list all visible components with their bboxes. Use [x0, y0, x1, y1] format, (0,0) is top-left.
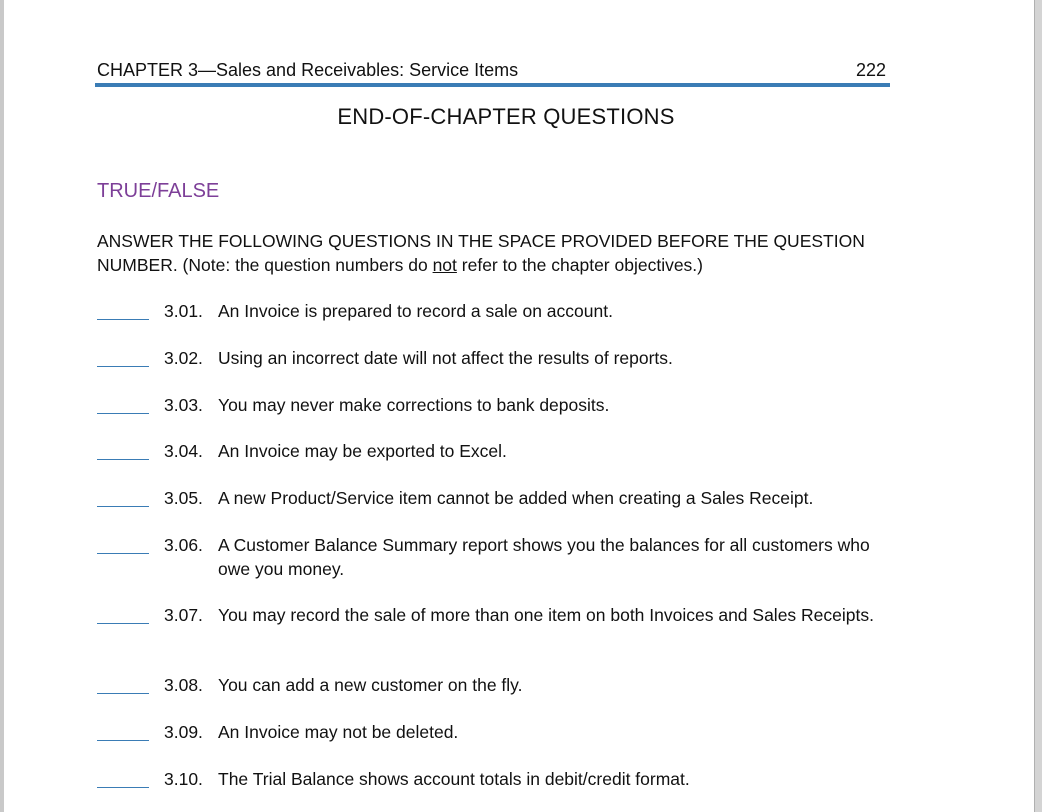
page-number: 222: [855, 60, 886, 80]
answer-blank[interactable]: [97, 319, 149, 320]
answer-blank[interactable]: [97, 740, 149, 741]
answer-blank[interactable]: [97, 553, 149, 554]
section-heading: TRUE/FALSE: [97, 180, 220, 202]
answer-blank[interactable]: [97, 623, 149, 624]
answer-blank[interactable]: [97, 693, 149, 694]
answer-blank[interactable]: [97, 413, 149, 414]
instructions-text: ANSWER THE FOLLOWING QUESTIONS IN THE SPACE PROVIDED BEFORE THE QUESTION NUMBER. (Note: the question numbers do: [97, 231, 865, 275]
question-text: A new Product/Service item cannot be added when creating a Sales Receipt.: [218, 488, 814, 508]
header-rule: [95, 83, 890, 87]
question-number: 3.09.: [164, 722, 203, 742]
question-text: A Customer Balance Summary report shows you the balances for all customers who owe you money.: [218, 535, 870, 579]
question-number: 3.01.: [164, 301, 203, 321]
question-text: An Invoice may not be deleted.: [218, 722, 459, 742]
answer-blank[interactable]: [97, 787, 149, 788]
question-number: 3.02.: [164, 348, 203, 368]
running-header: [97, 60, 890, 82]
chapter-title: CHAPTER 3—Sales and Receivables: Service Items: [97, 60, 519, 80]
question-text: An Invoice may be exported to Excel.: [218, 441, 507, 461]
instructions: [97, 229, 897, 277]
question-text: You may never make corrections to bank deposits.: [218, 395, 610, 415]
question-number: 3.03.: [164, 395, 203, 415]
instructions-text-end: refer to the chapter objectives.): [456, 255, 703, 275]
page-title: END-OF-CHAPTER QUESTIONS: [337, 104, 675, 129]
instructions-underlined-word: not: [432, 255, 457, 275]
question-number: 3.07.: [164, 605, 203, 625]
question-number: 3.06.: [164, 535, 203, 555]
question-number: 3.10.: [164, 769, 203, 789]
window-left-border: [0, 0, 4, 812]
answer-blank[interactable]: [97, 459, 149, 460]
question-text: An Invoice is prepared to record a sale on account.: [218, 301, 613, 321]
question-text: You may record the sale of more than one item on both Invoices and Sales Receipts.: [218, 605, 874, 625]
question-text: Using an incorrect date will not affect the results of reports.: [218, 348, 673, 368]
window-right-border: [1034, 0, 1042, 812]
question-number: 3.04.: [164, 441, 203, 461]
question-number: 3.05.: [164, 488, 203, 508]
answer-blank[interactable]: [97, 366, 149, 367]
answer-blank[interactable]: [97, 506, 149, 507]
question-number: 3.08.: [164, 675, 203, 695]
question-text: The Trial Balance shows account totals in debit/credit format.: [218, 769, 690, 789]
question-text: You can add a new customer on the fly.: [218, 675, 523, 695]
